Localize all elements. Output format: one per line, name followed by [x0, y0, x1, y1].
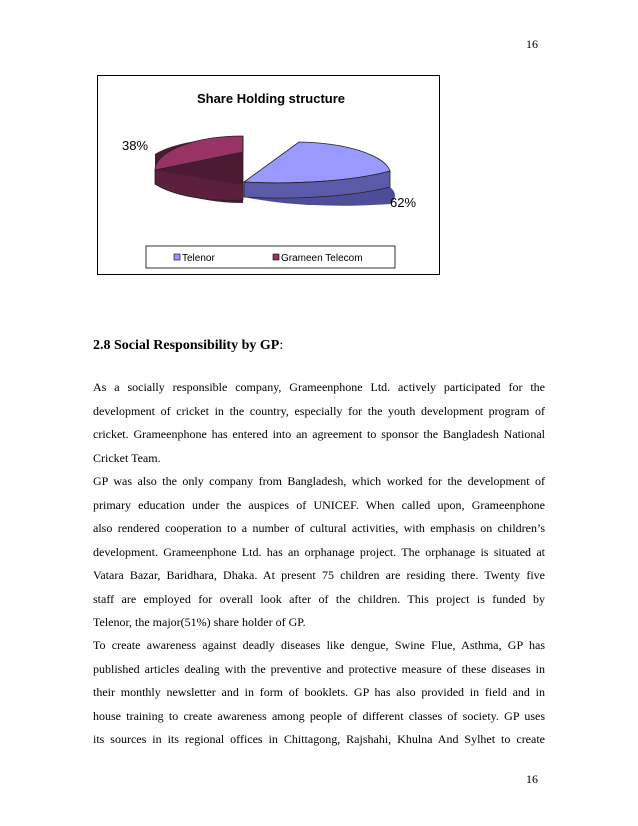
legend-label-grameen-telecom: Grameen Telecom: [281, 253, 363, 264]
slice-telenor: [244, 142, 395, 206]
label-telenor: 62%: [390, 195, 417, 210]
label-grameen-telecom: 38%: [122, 138, 149, 153]
page-number-top: 16: [526, 37, 538, 51]
legend-swatch-grameen-telecom: [273, 254, 279, 260]
page-number-bottom: 16: [526, 772, 538, 786]
chart-legend: [146, 246, 395, 268]
section-heading: 2.8 Social Responsibility by GP:: [93, 338, 284, 353]
paragraph-2: To create awareness against deadly diseases like dengue, Swine Flue, Asthma, GP has published articles dealing with the preventive and protective measure of these diseases in their monthly newsletter and in form of booklets. GP has also provided in field and in house training to create awareness among people of different classes of society. GP uses its sources in its regional offices in Chittagong, Rajshahi, Khulna And Sylhet to create: [93, 638, 545, 746]
chart-title: Share Holding structure: [196, 91, 346, 106]
paragraph-1: As a socially responsible company, Grameenphone Ltd. actively participated for the development of cricket in the country, especially for the youth development program of cricket. Grameenphone has entered into an agreement to sponsor the Bangladesh National Cricket Team. GP was also the only company from Bangladesh, which worked for the development of primary education under the auspices of UNICEF. When called upon, Grameenphone also rendered cooperation to a number of cultural activities, with emphasis on children’s development. Grameenphone Ltd. has an orphanage project. The orphanage is situated at Vatara Bazar, Baridhara, Dhaka. At present 75 children are residing there. Twenty five staff are employed for overall look after of the children. This project is funded by Telenor, the major(51%) share holder of GP.: [93, 380, 545, 629]
legend-label-telenor: Telenor: [182, 253, 215, 264]
legend-swatch-telenor: [174, 254, 180, 260]
slice-grameen-telecom: [155, 136, 243, 203]
share-holding-chart: [97, 75, 440, 275]
